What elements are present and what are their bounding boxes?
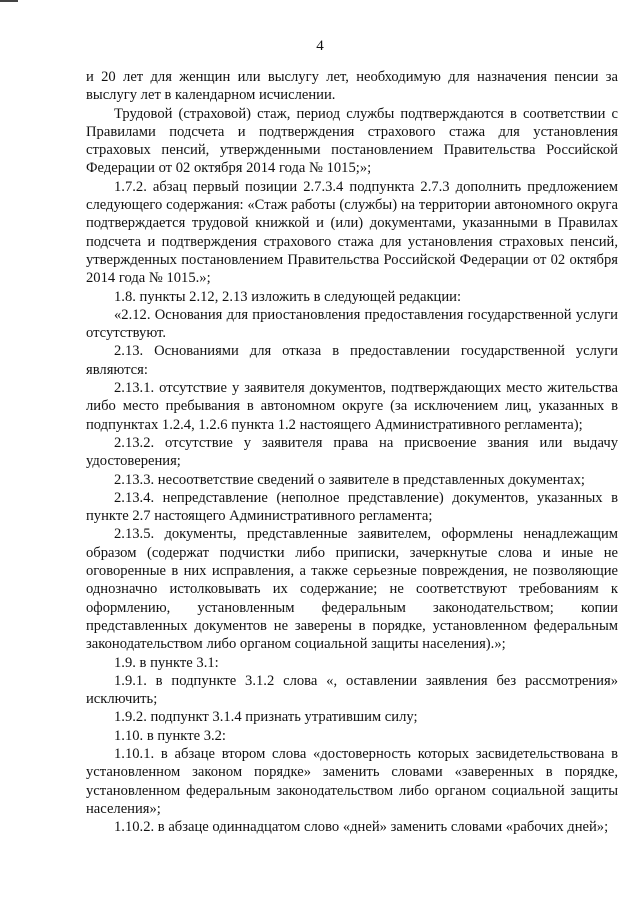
paragraph: 2.13. Основаниями для отказа в предоставлении государственной услуги являются: xyxy=(86,343,618,378)
paragraph: и 20 лет для женщин или выслугу лет, необходимую для назначения пенсии за выслугу лет в календарном исчислении. xyxy=(86,69,618,104)
paragraph: Трудовой (страховой) стаж, период службы подтверждаются в соответствии с Правилами подсчета и подтверждения страхового стажа для установления страховых пенсий, утвержденными постановлением Правительства Российской Федерации от 02 октября 2014 года № 1015;»; xyxy=(86,105,618,177)
scan-corner-mark xyxy=(0,0,18,2)
paragraph: «2.12. Основания для приостановления предоставления государственной услуги отсутствуют. xyxy=(86,306,618,342)
paragraph: 1.8. пункты 2.12, 2.13 изложить в следующей редакции: xyxy=(114,288,462,305)
paragraph: 1.9.1. в подпункте 3.1.2 слова «, оставлении заявления без рассмотрения» исключить; xyxy=(86,672,618,708)
paragraph: 1.9. в пункте 3.1: xyxy=(114,654,219,671)
paragraph: 1.10.1. в абзаце втором слова «достоверность которых засвидетельствована в установленном законом порядке» заменить словами «заверенных в порядке, установленном федеральным законодательством либо органом социальной защиты населения»; xyxy=(86,745,618,817)
paragraph: 1.10.2. в абзаце одиннадцатом слово «дней» заменить словами «рабочих дней»; xyxy=(114,819,609,836)
paragraph: 2.13.1. отсутствие у заявителя документов, подтверждающих место жительства либо место пребывания в автономном округе (за исключением лиц, указанных в подпунктах 1.2.4, 1.2.6 пункта 1.2 настоящего Административного регламента); xyxy=(86,380,618,433)
page-number: 4 xyxy=(316,38,324,54)
paragraph: 2.13.3. несоответствие сведений о заявителе в представленных документах; xyxy=(114,471,585,488)
paragraph: 2.13.2. отсутствие у заявителя права на присвоение звания или выдачу удостоверения; xyxy=(86,434,618,470)
paragraph: 2.13.4. непредставление (неполное представление) документов, указанных в пункте 2.7 настоящего Административного регламента; xyxy=(86,489,618,525)
document-body xyxy=(86,68,618,836)
paragraph: 1.10. в пункте 3.2: xyxy=(114,727,226,744)
paragraph: 2.13.5. документы, представленные заявителем, оформлены ненадлежащим образом (содержат подчистки либо приписки, зачеркнутые слова и иные не оговоренные в них исправления, а также серьезные повреждения, не позволяющие однозначно истолковывать их содержание; не соответствуют требованиям к оформлению, установленным федеральным законодательством; копии представленных документов не заверены в порядке, установленном федеральным законодательством либо органом социальной защиты населения).»; xyxy=(86,526,618,653)
paragraph: 1.9.2. подпункт 3.1.4 признать утратившим силу; xyxy=(114,709,418,726)
paragraph: 1.7.2. абзац первый позиции 2.7.3.4 подпункта 2.7.3 дополнить предложением следующего содержания: «Стаж работы (службы) на территории автономного округа подтверждается трудовой книжкой и (или) документами, указанными в Правилах подсчета и подтверждения страхового стажа для установления страховых пенсий, утвержденных постановлением Правительства Российской Федерации от 02 октября 2014 года № 1015.»; xyxy=(86,178,618,287)
